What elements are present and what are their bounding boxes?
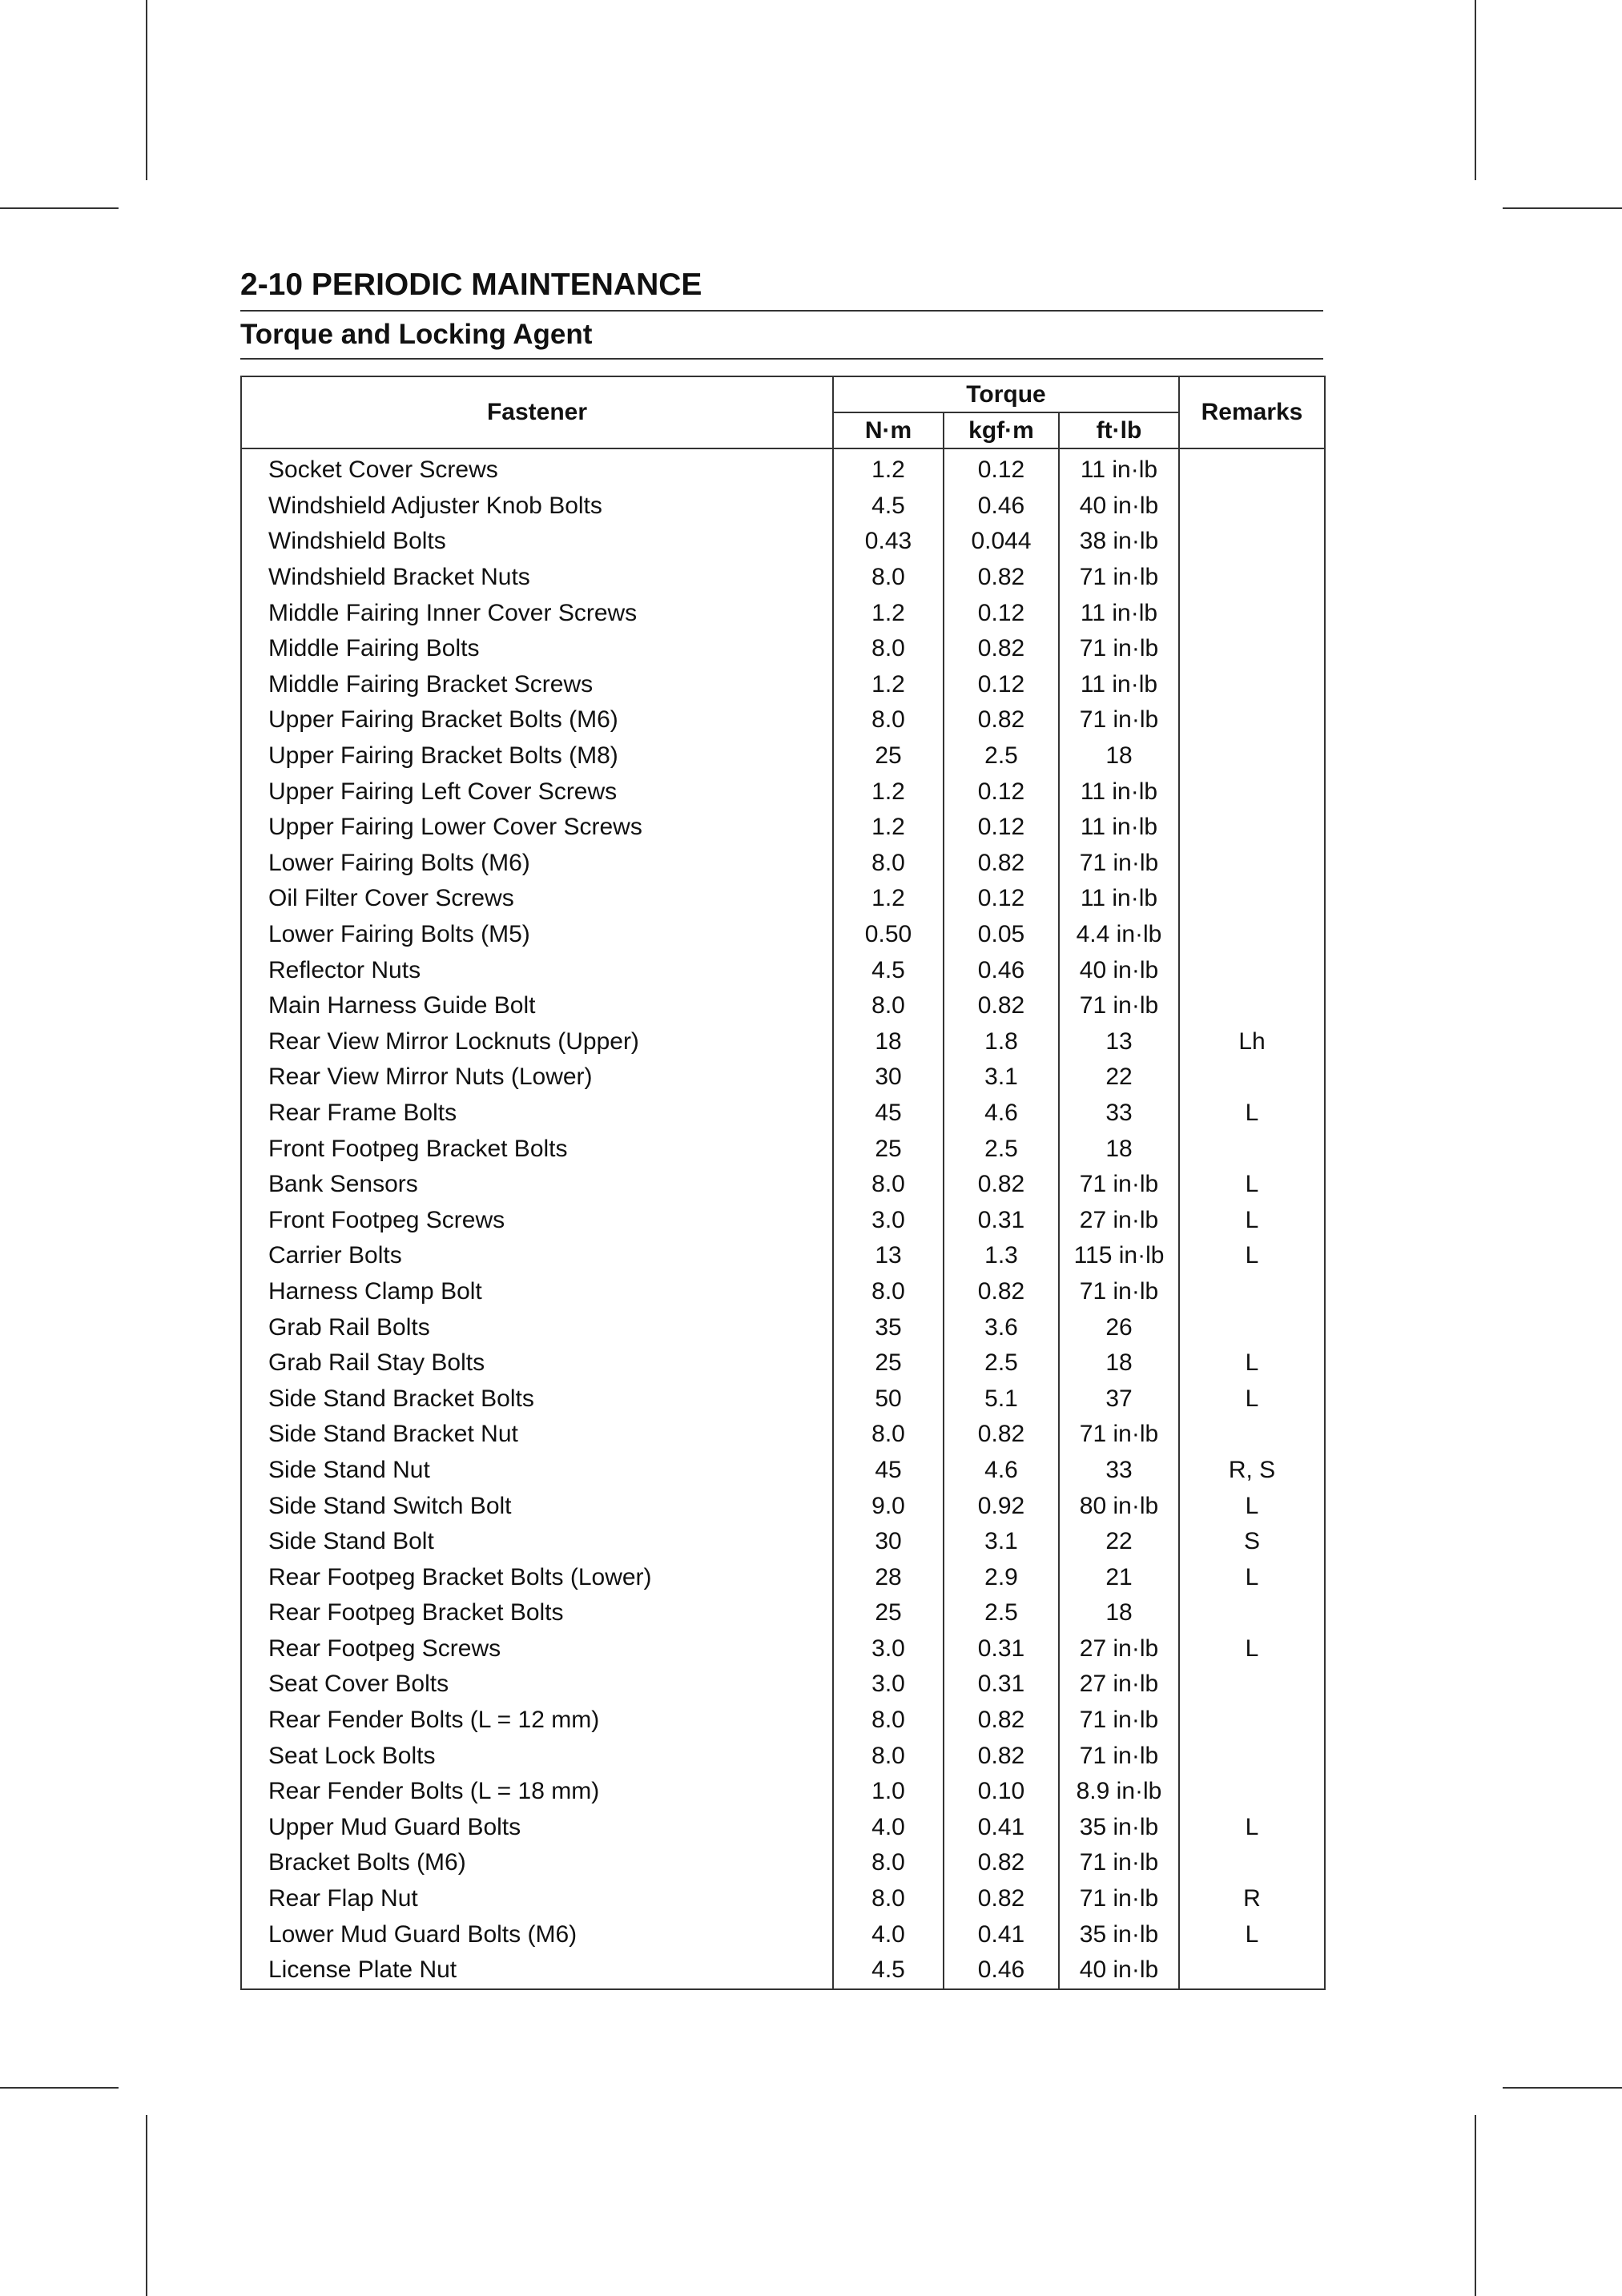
fastener-cell: Bank Sensors bbox=[241, 1167, 833, 1203]
torque-nm-cell: 28 bbox=[833, 1559, 944, 1595]
torque-ftlb-cell: 22 bbox=[1059, 1060, 1179, 1096]
torque-ftlb-cell: 33 bbox=[1059, 1453, 1179, 1489]
fastener-cell: Lower Mud Guard Bolts (M6) bbox=[241, 1916, 833, 1952]
table-row bbox=[241, 1096, 1325, 1132]
table-row bbox=[241, 1631, 1325, 1667]
page-header bbox=[240, 260, 1323, 360]
torque-ftlb-cell: 71 in·lb bbox=[1059, 1881, 1179, 1917]
torque-ftlb-cell: 71 in·lb bbox=[1059, 1274, 1179, 1310]
crop-mark-top-right-horizontal bbox=[1503, 207, 1622, 209]
torque-nm-cell: 8.0 bbox=[833, 846, 944, 882]
fastener-cell: Rear View Mirror Nuts (Lower) bbox=[241, 1060, 833, 1096]
torque-kgfm-cell: 2.5 bbox=[944, 738, 1059, 774]
fastener-cell: Seat Lock Bolts bbox=[241, 1738, 833, 1774]
torque-nm-cell: 8.0 bbox=[833, 1738, 944, 1774]
table-row bbox=[241, 1488, 1325, 1524]
remarks-cell bbox=[1179, 917, 1325, 953]
torque-kgfm-cell: 0.31 bbox=[944, 1667, 1059, 1703]
table-row bbox=[241, 667, 1325, 703]
torque-ftlb-cell: 33 bbox=[1059, 1096, 1179, 1132]
torque-kgfm-cell: 0.31 bbox=[944, 1202, 1059, 1238]
torque-kgfm-cell: 0.12 bbox=[944, 667, 1059, 703]
remarks-cell bbox=[1179, 1952, 1325, 1989]
torque-nm-cell: 1.2 bbox=[833, 667, 944, 703]
remarks-cell: L bbox=[1179, 1488, 1325, 1524]
torque-kgfm-cell: 0.92 bbox=[944, 1488, 1059, 1524]
torque-ftlb-cell: 26 bbox=[1059, 1309, 1179, 1345]
remarks-cell bbox=[1179, 560, 1325, 596]
torque-kgfm-cell: 1.8 bbox=[944, 1024, 1059, 1060]
table-row bbox=[241, 1131, 1325, 1167]
torque-kgfm-cell: 3.1 bbox=[944, 1060, 1059, 1096]
table-row bbox=[241, 1274, 1325, 1310]
remarks-cell bbox=[1179, 1703, 1325, 1739]
torque-kgfm-cell: 0.044 bbox=[944, 524, 1059, 560]
torque-nm-cell: 45 bbox=[833, 1096, 944, 1132]
torque-nm-cell: 1.0 bbox=[833, 1774, 944, 1810]
torque-ftlb-cell: 21 bbox=[1059, 1559, 1179, 1595]
torque-ftlb-cell: 40 in·lb bbox=[1059, 952, 1179, 988]
torque-nm-cell: 25 bbox=[833, 1131, 944, 1167]
torque-kgfm-cell: 0.46 bbox=[944, 489, 1059, 525]
table-row bbox=[241, 1703, 1325, 1739]
torque-kgfm-cell: 0.31 bbox=[944, 1631, 1059, 1667]
torque-nm-cell: 4.0 bbox=[833, 1916, 944, 1952]
table-row bbox=[241, 1810, 1325, 1846]
torque-kgfm-cell: 2.5 bbox=[944, 1595, 1059, 1631]
fastener-cell: Grab Rail Bolts bbox=[241, 1309, 833, 1345]
table-row bbox=[241, 881, 1325, 917]
table-row bbox=[241, 1774, 1325, 1810]
torque-kgfm-cell: 0.12 bbox=[944, 595, 1059, 631]
torque-ftlb-cell: 27 in·lb bbox=[1059, 1202, 1179, 1238]
header-fastener: Fastener bbox=[241, 376, 833, 448]
torque-nm-cell: 50 bbox=[833, 1381, 944, 1417]
table-row bbox=[241, 1738, 1325, 1774]
header-nm: N·m bbox=[833, 412, 944, 448]
torque-nm-cell: 35 bbox=[833, 1309, 944, 1345]
torque-kgfm-cell: 0.12 bbox=[944, 881, 1059, 917]
fastener-cell: Side Stand Bolt bbox=[241, 1524, 833, 1560]
torque-nm-cell: 0.43 bbox=[833, 524, 944, 560]
header-remarks: Remarks bbox=[1179, 376, 1325, 448]
torque-kgfm-cell: 0.82 bbox=[944, 846, 1059, 882]
torque-ftlb-cell: 71 in·lb bbox=[1059, 1167, 1179, 1203]
torque-kgfm-cell: 4.6 bbox=[944, 1453, 1059, 1489]
torque-nm-cell: 8.0 bbox=[833, 1274, 944, 1310]
torque-kgfm-cell: 0.46 bbox=[944, 952, 1059, 988]
table-row bbox=[241, 1595, 1325, 1631]
torque-kgfm-cell: 0.12 bbox=[944, 774, 1059, 810]
torque-ftlb-cell: 71 in·lb bbox=[1059, 988, 1179, 1024]
remarks-cell bbox=[1179, 524, 1325, 560]
remarks-cell: R, S bbox=[1179, 1453, 1325, 1489]
torque-ftlb-cell: 8.9 in·lb bbox=[1059, 1774, 1179, 1810]
remarks-cell bbox=[1179, 952, 1325, 988]
torque-kgfm-cell: 5.1 bbox=[944, 1381, 1059, 1417]
remarks-cell bbox=[1179, 846, 1325, 882]
torque-nm-cell: 1.2 bbox=[833, 810, 944, 846]
fastener-cell: Upper Fairing Left Cover Screws bbox=[241, 774, 833, 810]
remarks-cell bbox=[1179, 448, 1325, 489]
header-torque: Torque bbox=[833, 376, 1179, 412]
fastener-cell: Lower Fairing Bolts (M6) bbox=[241, 846, 833, 882]
torque-kgfm-cell: 3.6 bbox=[944, 1309, 1059, 1345]
torque-kgfm-cell: 0.41 bbox=[944, 1916, 1059, 1952]
fastener-cell: Main Harness Guide Bolt bbox=[241, 988, 833, 1024]
remarks-cell bbox=[1179, 1667, 1325, 1703]
remarks-cell bbox=[1179, 631, 1325, 667]
torque-ftlb-cell: 11 in·lb bbox=[1059, 810, 1179, 846]
fastener-cell: Oil Filter Cover Screws bbox=[241, 881, 833, 917]
table-row bbox=[241, 846, 1325, 882]
fastener-cell: Side Stand Bracket Nut bbox=[241, 1417, 833, 1453]
torque-kgfm-cell: 0.41 bbox=[944, 1810, 1059, 1846]
torque-kgfm-cell: 0.05 bbox=[944, 917, 1059, 953]
remarks-cell: L bbox=[1179, 1238, 1325, 1274]
torque-nm-cell: 25 bbox=[833, 1345, 944, 1381]
table-row bbox=[241, 917, 1325, 953]
torque-kgfm-cell: 0.82 bbox=[944, 1881, 1059, 1917]
table-row bbox=[241, 1916, 1325, 1952]
remarks-cell bbox=[1179, 1131, 1325, 1167]
torque-kgfm-cell: 2.9 bbox=[944, 1559, 1059, 1595]
remarks-cell: R bbox=[1179, 1881, 1325, 1917]
torque-nm-cell: 18 bbox=[833, 1024, 944, 1060]
torque-kgfm-cell: 2.5 bbox=[944, 1131, 1059, 1167]
table-row bbox=[241, 448, 1325, 489]
table-row bbox=[241, 810, 1325, 846]
fastener-cell: Middle Fairing Inner Cover Screws bbox=[241, 595, 833, 631]
torque-ftlb-cell: 37 bbox=[1059, 1381, 1179, 1417]
torque-ftlb-cell: 35 in·lb bbox=[1059, 1916, 1179, 1952]
torque-nm-cell: 1.2 bbox=[833, 881, 944, 917]
fastener-cell: Rear Fender Bolts (L = 18 mm) bbox=[241, 1774, 833, 1810]
torque-kgfm-cell: 0.82 bbox=[944, 560, 1059, 596]
torque-kgfm-cell: 0.82 bbox=[944, 1167, 1059, 1203]
remarks-cell: L bbox=[1179, 1631, 1325, 1667]
fastener-cell: Windshield Bracket Nuts bbox=[241, 560, 833, 596]
torque-table-body bbox=[241, 448, 1325, 1989]
torque-nm-cell: 25 bbox=[833, 1595, 944, 1631]
torque-nm-cell: 9.0 bbox=[833, 1488, 944, 1524]
remarks-cell: L bbox=[1179, 1559, 1325, 1595]
header-ftlb: ft·lb bbox=[1059, 412, 1179, 448]
fastener-cell: Seat Cover Bolts bbox=[241, 1667, 833, 1703]
fastener-cell: Front Footpeg Bracket Bolts bbox=[241, 1131, 833, 1167]
table-row bbox=[241, 952, 1325, 988]
torque-ftlb-cell: 71 in·lb bbox=[1059, 846, 1179, 882]
torque-ftlb-cell: 71 in·lb bbox=[1059, 631, 1179, 667]
torque-kgfm-cell: 0.82 bbox=[944, 631, 1059, 667]
table-row bbox=[241, 1845, 1325, 1881]
crop-mark-bottom-right-vertical bbox=[1475, 2115, 1476, 2296]
fastener-cell: Middle Fairing Bolts bbox=[241, 631, 833, 667]
torque-ftlb-cell: 71 in·lb bbox=[1059, 1417, 1179, 1453]
table-row bbox=[241, 1024, 1325, 1060]
torque-ftlb-cell: 11 in·lb bbox=[1059, 448, 1179, 489]
remarks-cell: L bbox=[1179, 1916, 1325, 1952]
table-row bbox=[241, 1417, 1325, 1453]
torque-kgfm-cell: 0.46 bbox=[944, 1952, 1059, 1989]
remarks-cell bbox=[1179, 595, 1325, 631]
torque-ftlb-cell: 13 bbox=[1059, 1024, 1179, 1060]
torque-kgfm-cell: 3.1 bbox=[944, 1524, 1059, 1560]
fastener-cell: Side Stand Bracket Bolts bbox=[241, 1381, 833, 1417]
table-row bbox=[241, 1453, 1325, 1489]
torque-nm-cell: 8.0 bbox=[833, 1417, 944, 1453]
torque-nm-cell: 4.5 bbox=[833, 489, 944, 525]
fastener-cell: Bracket Bolts (M6) bbox=[241, 1845, 833, 1881]
torque-nm-cell: 30 bbox=[833, 1524, 944, 1560]
torque-kgfm-cell: 0.12 bbox=[944, 448, 1059, 489]
torque-kgfm-cell: 0.82 bbox=[944, 1417, 1059, 1453]
torque-ftlb-cell: 71 in·lb bbox=[1059, 1845, 1179, 1881]
fastener-cell: Upper Fairing Bracket Bolts (M8) bbox=[241, 738, 833, 774]
page-title: 2-10 PERIODIC MAINTENANCE bbox=[240, 260, 1323, 312]
torque-kgfm-cell: 0.82 bbox=[944, 988, 1059, 1024]
torque-ftlb-cell: 27 in·lb bbox=[1059, 1667, 1179, 1703]
torque-nm-cell: 8.0 bbox=[833, 560, 944, 596]
fastener-cell: Harness Clamp Bolt bbox=[241, 1274, 833, 1310]
torque-nm-cell: 8.0 bbox=[833, 1703, 944, 1739]
table-row bbox=[241, 702, 1325, 738]
fastener-cell: Rear View Mirror Locknuts (Upper) bbox=[241, 1024, 833, 1060]
remarks-cell: L bbox=[1179, 1810, 1325, 1846]
torque-nm-cell: 8.0 bbox=[833, 1167, 944, 1203]
fastener-cell: Upper Mud Guard Bolts bbox=[241, 1810, 833, 1846]
remarks-cell bbox=[1179, 881, 1325, 917]
table-row bbox=[241, 489, 1325, 525]
remarks-cell bbox=[1179, 702, 1325, 738]
remarks-cell bbox=[1179, 1595, 1325, 1631]
remarks-cell bbox=[1179, 988, 1325, 1024]
fastener-cell: Rear Frame Bolts bbox=[241, 1096, 833, 1132]
torque-kgfm-cell: 0.12 bbox=[944, 810, 1059, 846]
fastener-cell: Reflector Nuts bbox=[241, 952, 833, 988]
torque-ftlb-cell: 40 in·lb bbox=[1059, 489, 1179, 525]
torque-ftlb-cell: 18 bbox=[1059, 1345, 1179, 1381]
crop-mark-top-right-vertical bbox=[1475, 0, 1476, 180]
fastener-cell: Side Stand Switch Bolt bbox=[241, 1488, 833, 1524]
remarks-cell bbox=[1179, 1274, 1325, 1310]
torque-ftlb-cell: 80 in·lb bbox=[1059, 1488, 1179, 1524]
fastener-cell: Rear Fender Bolts (L = 12 mm) bbox=[241, 1703, 833, 1739]
table-row bbox=[241, 595, 1325, 631]
remarks-cell bbox=[1179, 667, 1325, 703]
torque-nm-cell: 1.2 bbox=[833, 448, 944, 489]
table-row bbox=[241, 560, 1325, 596]
remarks-cell bbox=[1179, 738, 1325, 774]
crop-mark-bottom-left-vertical bbox=[146, 2115, 147, 2296]
crop-mark-top-left-vertical bbox=[146, 0, 147, 180]
torque-ftlb-cell: 71 in·lb bbox=[1059, 702, 1179, 738]
table-row bbox=[241, 1060, 1325, 1096]
torque-ftlb-cell: 71 in·lb bbox=[1059, 560, 1179, 596]
table-row bbox=[241, 1202, 1325, 1238]
table-row bbox=[241, 1952, 1325, 1989]
table-row bbox=[241, 1381, 1325, 1417]
table-row bbox=[241, 1167, 1325, 1203]
fastener-cell: Grab Rail Stay Bolts bbox=[241, 1345, 833, 1381]
torque-ftlb-cell: 11 in·lb bbox=[1059, 667, 1179, 703]
fastener-cell: Side Stand Nut bbox=[241, 1453, 833, 1489]
table-row bbox=[241, 1345, 1325, 1381]
table-row bbox=[241, 524, 1325, 560]
remarks-cell bbox=[1179, 1417, 1325, 1453]
torque-ftlb-cell: 11 in·lb bbox=[1059, 881, 1179, 917]
section-title: Torque and Locking Agent bbox=[240, 312, 1323, 360]
remarks-cell: L bbox=[1179, 1096, 1325, 1132]
fastener-cell: Rear Footpeg Screws bbox=[241, 1631, 833, 1667]
remarks-cell bbox=[1179, 1309, 1325, 1345]
fastener-cell: Carrier Bolts bbox=[241, 1238, 833, 1274]
fastener-cell: Upper Fairing Lower Cover Screws bbox=[241, 810, 833, 846]
torque-nm-cell: 4.0 bbox=[833, 1810, 944, 1846]
torque-nm-cell: 8.0 bbox=[833, 1845, 944, 1881]
fastener-cell: Front Footpeg Screws bbox=[241, 1202, 833, 1238]
torque-nm-cell: 1.2 bbox=[833, 774, 944, 810]
torque-ftlb-cell: 71 in·lb bbox=[1059, 1738, 1179, 1774]
torque-ftlb-cell: 18 bbox=[1059, 1131, 1179, 1167]
torque-ftlb-cell: 18 bbox=[1059, 738, 1179, 774]
table-row bbox=[241, 1559, 1325, 1595]
torque-ftlb-cell: 35 in·lb bbox=[1059, 1810, 1179, 1846]
torque-ftlb-cell: 11 in·lb bbox=[1059, 774, 1179, 810]
torque-ftlb-cell: 4.4 in·lb bbox=[1059, 917, 1179, 953]
torque-kgfm-cell: 0.82 bbox=[944, 1738, 1059, 1774]
torque-table bbox=[240, 376, 1326, 1990]
fastener-cell: Windshield Adjuster Knob Bolts bbox=[241, 489, 833, 525]
torque-nm-cell: 13 bbox=[833, 1238, 944, 1274]
fastener-cell: Windshield Bolts bbox=[241, 524, 833, 560]
torque-nm-cell: 3.0 bbox=[833, 1631, 944, 1667]
remarks-cell: L bbox=[1179, 1202, 1325, 1238]
table-row bbox=[241, 738, 1325, 774]
torque-kgfm-cell: 1.3 bbox=[944, 1238, 1059, 1274]
torque-nm-cell: 3.0 bbox=[833, 1667, 944, 1703]
remarks-cell bbox=[1179, 1738, 1325, 1774]
fastener-cell: Lower Fairing Bolts (M5) bbox=[241, 917, 833, 953]
torque-ftlb-cell: 22 bbox=[1059, 1524, 1179, 1560]
torque-ftlb-cell: 38 in·lb bbox=[1059, 524, 1179, 560]
table-row bbox=[241, 1667, 1325, 1703]
remarks-cell bbox=[1179, 1060, 1325, 1096]
torque-kgfm-cell: 0.10 bbox=[944, 1774, 1059, 1810]
torque-nm-cell: 45 bbox=[833, 1453, 944, 1489]
torque-nm-cell: 0.50 bbox=[833, 917, 944, 953]
table-row bbox=[241, 774, 1325, 810]
remarks-cell bbox=[1179, 1774, 1325, 1810]
torque-kgfm-cell: 0.82 bbox=[944, 1703, 1059, 1739]
torque-nm-cell: 3.0 bbox=[833, 1202, 944, 1238]
table-row bbox=[241, 1309, 1325, 1345]
table-row bbox=[241, 1238, 1325, 1274]
torque-kgfm-cell: 0.82 bbox=[944, 1845, 1059, 1881]
torque-ftlb-cell: 27 in·lb bbox=[1059, 1631, 1179, 1667]
torque-nm-cell: 8.0 bbox=[833, 1881, 944, 1917]
table-row bbox=[241, 988, 1325, 1024]
torque-kgfm-cell: 0.82 bbox=[944, 1274, 1059, 1310]
table-row bbox=[241, 1881, 1325, 1917]
torque-nm-cell: 25 bbox=[833, 738, 944, 774]
fastener-cell: Upper Fairing Bracket Bolts (M6) bbox=[241, 702, 833, 738]
crop-mark-bottom-right-horizontal bbox=[1503, 2087, 1622, 2089]
remarks-cell: L bbox=[1179, 1167, 1325, 1203]
crop-mark-bottom-left-horizontal bbox=[0, 2087, 119, 2089]
remarks-cell bbox=[1179, 774, 1325, 810]
table-row bbox=[241, 1524, 1325, 1560]
fastener-cell: Rear Footpeg Bracket Bolts (Lower) bbox=[241, 1559, 833, 1595]
torque-nm-cell: 8.0 bbox=[833, 702, 944, 738]
fastener-cell: Rear Footpeg Bracket Bolts bbox=[241, 1595, 833, 1631]
fastener-cell: Middle Fairing Bracket Screws bbox=[241, 667, 833, 703]
crop-mark-top-left-horizontal bbox=[0, 207, 119, 209]
torque-nm-cell: 1.2 bbox=[833, 595, 944, 631]
fastener-cell: Rear Flap Nut bbox=[241, 1881, 833, 1917]
remarks-cell: S bbox=[1179, 1524, 1325, 1560]
torque-nm-cell: 4.5 bbox=[833, 952, 944, 988]
remarks-cell bbox=[1179, 810, 1325, 846]
torque-ftlb-cell: 18 bbox=[1059, 1595, 1179, 1631]
remarks-cell: Lh bbox=[1179, 1024, 1325, 1060]
remarks-cell bbox=[1179, 1845, 1325, 1881]
torque-kgfm-cell: 4.6 bbox=[944, 1096, 1059, 1132]
remarks-cell: L bbox=[1179, 1345, 1325, 1381]
torque-nm-cell: 4.5 bbox=[833, 1952, 944, 1989]
fastener-cell: License Plate Nut bbox=[241, 1952, 833, 1989]
torque-nm-cell: 8.0 bbox=[833, 631, 944, 667]
torque-ftlb-cell: 11 in·lb bbox=[1059, 595, 1179, 631]
remarks-cell bbox=[1179, 489, 1325, 525]
torque-ftlb-cell: 115 in·lb bbox=[1059, 1238, 1179, 1274]
fastener-cell: Socket Cover Screws bbox=[241, 448, 833, 489]
torque-kgfm-cell: 0.82 bbox=[944, 702, 1059, 738]
torque-ftlb-cell: 40 in·lb bbox=[1059, 1952, 1179, 1989]
torque-kgfm-cell: 2.5 bbox=[944, 1345, 1059, 1381]
torque-nm-cell: 30 bbox=[833, 1060, 944, 1096]
remarks-cell: L bbox=[1179, 1381, 1325, 1417]
torque-ftlb-cell: 71 in·lb bbox=[1059, 1703, 1179, 1739]
torque-nm-cell: 8.0 bbox=[833, 988, 944, 1024]
header-kgfm: kgf·m bbox=[944, 412, 1059, 448]
table-row bbox=[241, 631, 1325, 667]
